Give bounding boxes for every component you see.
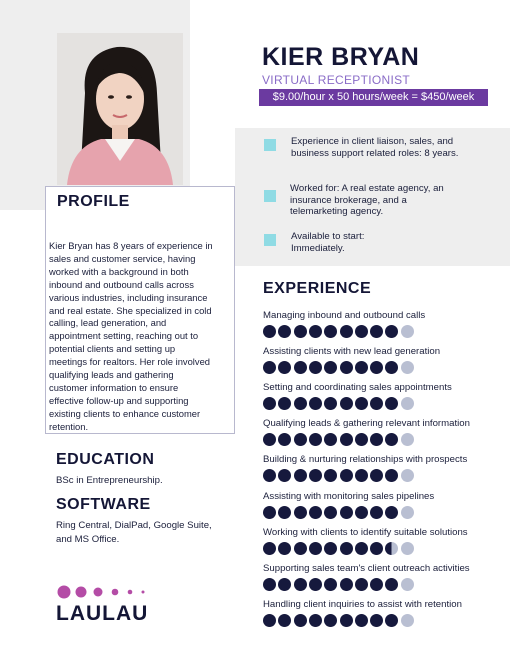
profile-line: qualifying leads and gathering [49, 369, 174, 381]
fact-bullet-icon [264, 139, 276, 151]
fact-experience [291, 136, 458, 159]
skill-label: Building & nurturing relationships with prospects [263, 454, 468, 466]
rating-dot-filled [263, 361, 276, 374]
skill-rating [263, 361, 416, 374]
education-heading: EDUCATION [56, 451, 155, 468]
rating-dot-filled [355, 361, 368, 374]
rating-dot-filled [355, 578, 368, 591]
profile-text [49, 240, 233, 434]
fact-line: Experience in client liaison, sales, and [291, 136, 454, 147]
rating-dot-empty [401, 469, 414, 482]
rating-dot-filled [278, 614, 291, 627]
skill-label: Assisting with monitoring sales pipelines [263, 490, 435, 502]
profile-line: Kier Bryan has 8 years of experience in [49, 240, 213, 251]
rating-dot-filled [324, 506, 337, 519]
rating-dot-filled [340, 397, 353, 410]
skill-label: Qualifying leads & gathering relevant information [263, 418, 470, 430]
rating-dot-filled [370, 578, 383, 591]
rating-dot-filled [385, 614, 398, 627]
fact-bullet-icon [264, 190, 276, 202]
rating-dot-partial [385, 542, 398, 555]
rating-dot-filled [309, 469, 322, 482]
skill-label: Managing inbound and outbound calls [263, 310, 426, 321]
fact-line: Available to start: [291, 231, 365, 242]
rating-dot-filled [294, 325, 307, 338]
rating-dot-filled [385, 325, 398, 338]
rating-dot-filled [309, 433, 322, 446]
fact-availability [291, 231, 364, 254]
rating-dot-filled [309, 506, 322, 519]
rating-dot-filled [340, 578, 353, 591]
rating-dot-filled [370, 361, 383, 374]
software-line: Ring Central, DialPad, Google Suite, [56, 520, 212, 531]
rating-dot-filled [324, 325, 337, 338]
skill-rating [263, 614, 416, 627]
profile-line: various industries, including insurance [49, 291, 208, 303]
rating-dot-filled [263, 397, 276, 410]
candidate-name: KIER BRYAN [262, 43, 420, 71]
rating-dot-filled [370, 433, 383, 446]
rating-dot-empty [401, 614, 414, 627]
skill-label: Supporting sales team's client outreach activities [263, 562, 470, 574]
rating-dot-filled [278, 506, 291, 519]
rating-dot-filled [278, 361, 291, 374]
rating-dot-filled [294, 469, 307, 482]
rating-dot-filled [370, 614, 383, 627]
rating-dot-filled [355, 397, 368, 410]
logo-dots-icon [57, 585, 167, 599]
profile-line: sales and customer service, having [49, 252, 196, 264]
experience-heading: EXPERIENCE [263, 280, 372, 297]
rating-dot-filled [309, 578, 322, 591]
rating-dot-filled [294, 433, 307, 446]
fact-line: telemarketing agency. [290, 206, 384, 217]
profile-heading: PROFILE [57, 193, 130, 210]
rating-dot-filled [324, 614, 337, 627]
rating-dot-filled [340, 361, 353, 374]
rating-dot-filled [263, 614, 276, 627]
rating-dot-empty [401, 506, 414, 519]
skill-rating [263, 433, 416, 446]
fact-line: Worked for: A real estate agency, an [290, 183, 444, 194]
skill-label: Handling client inquiries to assist with retention [263, 598, 462, 610]
rating-dot-filled [324, 361, 337, 374]
profile-line: inbound and outbound calls across [49, 278, 194, 290]
rating-dot-filled [324, 433, 337, 446]
rating-dot-filled [370, 325, 383, 338]
company-logo: LAULAU [56, 602, 149, 625]
rating-dot-filled [340, 542, 353, 555]
rating-dot-filled [263, 542, 276, 555]
rating-dot-empty [401, 542, 414, 555]
rating-dot-filled [370, 542, 383, 555]
rating-dot-filled [294, 578, 307, 591]
rating-dot-filled [385, 397, 398, 410]
rating-dot-empty [401, 578, 414, 591]
software-heading: SOFTWARE [56, 496, 151, 513]
rating-dot-filled [385, 433, 398, 446]
rating-dot-filled [340, 325, 353, 338]
rating-dot-filled [294, 614, 307, 627]
skill-rating [263, 397, 416, 410]
rating-dot-filled [294, 542, 307, 555]
rating-dot-filled [385, 469, 398, 482]
rating-dot-filled [309, 361, 322, 374]
rating-dot-filled [278, 542, 291, 555]
rating-dot-filled [309, 397, 322, 410]
rating-dot-filled [370, 397, 383, 410]
skill-label: Assisting clients with new lead generation [263, 346, 441, 358]
rating-dot-filled [355, 469, 368, 482]
rating-dot-filled [278, 325, 291, 338]
rating-dot-filled [355, 506, 368, 519]
rating-dot-empty [401, 433, 414, 446]
rating-dot-filled [355, 614, 368, 627]
profile-line: potential clients and setting up [49, 343, 176, 355]
fact-line: Immediately. [291, 242, 345, 254]
rating-dot-filled [385, 578, 398, 591]
rating-dot-empty [401, 325, 414, 338]
profile-line: existing clients to enhance customer [49, 407, 201, 419]
education-text: BSc in Entrepreneurship. [56, 475, 163, 486]
rating-dot-filled [294, 397, 307, 410]
skill-label: Setting and coordinating sales appointments [263, 382, 452, 394]
rating-dot-filled [278, 578, 291, 591]
rating-dot-filled [263, 506, 276, 519]
skill-rating [263, 578, 416, 591]
rating-dot-filled [278, 469, 291, 482]
rating-dot-filled [309, 325, 322, 338]
rating-dot-filled [324, 397, 337, 410]
rating-dot-filled [355, 325, 368, 338]
profile-line: and real estate. She specialized in cold [49, 304, 212, 316]
rating-dot-filled [263, 433, 276, 446]
rating-dot-filled [309, 542, 322, 555]
rating-dot-filled [263, 578, 276, 591]
rating-dot-filled [294, 361, 307, 374]
fact-worked-for [290, 183, 444, 218]
rating-dot-filled [355, 542, 368, 555]
profile-line: customer information to ensure [49, 381, 179, 393]
profile-line: meetings for realtors. Her role involved [49, 356, 211, 368]
rating-dot-filled [263, 469, 276, 482]
profile-line: effective follow-up and supporting [49, 394, 189, 406]
skill-rating [263, 506, 416, 519]
fact-line: business support related roles: 8 years. [291, 147, 459, 159]
profile-line: calling, lead generation, and [49, 317, 167, 329]
software-text [56, 519, 236, 547]
fact-line: insurance brokerage, and a [290, 194, 407, 206]
candidate-role: VIRTUAL RECEPTIONIST [262, 73, 411, 87]
skill-rating [263, 542, 416, 555]
profile-photo [57, 33, 183, 185]
rating-dot-filled [385, 506, 398, 519]
rating-dot-filled [340, 433, 353, 446]
software-line: and MS Office. [56, 534, 120, 545]
skill-rating [263, 325, 416, 338]
profile-line: appointment setting, reaching out to [49, 330, 199, 342]
rating-dot-filled [294, 506, 307, 519]
rating-dot-filled [340, 469, 353, 482]
rating-dot-empty [401, 361, 414, 374]
rating-dot-filled [278, 397, 291, 410]
skill-label: Working with clients to identify suitable solutions [263, 526, 468, 538]
rating-dot-filled [324, 578, 337, 591]
rating-dot-filled [370, 506, 383, 519]
rating-dot-filled [324, 542, 337, 555]
rating-dot-filled [340, 506, 353, 519]
rating-dot-filled [263, 325, 276, 338]
rating-dot-filled [324, 469, 337, 482]
rating-dot-filled [309, 614, 322, 627]
rating-dot-filled [385, 361, 398, 374]
fact-bullet-icon [264, 234, 276, 246]
rating-dot-empty [401, 397, 414, 410]
skill-rating [263, 469, 416, 482]
profile-line: worked with a background in both [49, 265, 189, 277]
rating-dot-filled [278, 433, 291, 446]
rating-dot-filled [370, 469, 383, 482]
rate-banner: $9.00/hour x 50 hours/week = $450/week [259, 89, 488, 106]
rating-dot-filled [355, 433, 368, 446]
rating-dot-filled [340, 614, 353, 627]
profile-line: retention. [49, 420, 89, 432]
